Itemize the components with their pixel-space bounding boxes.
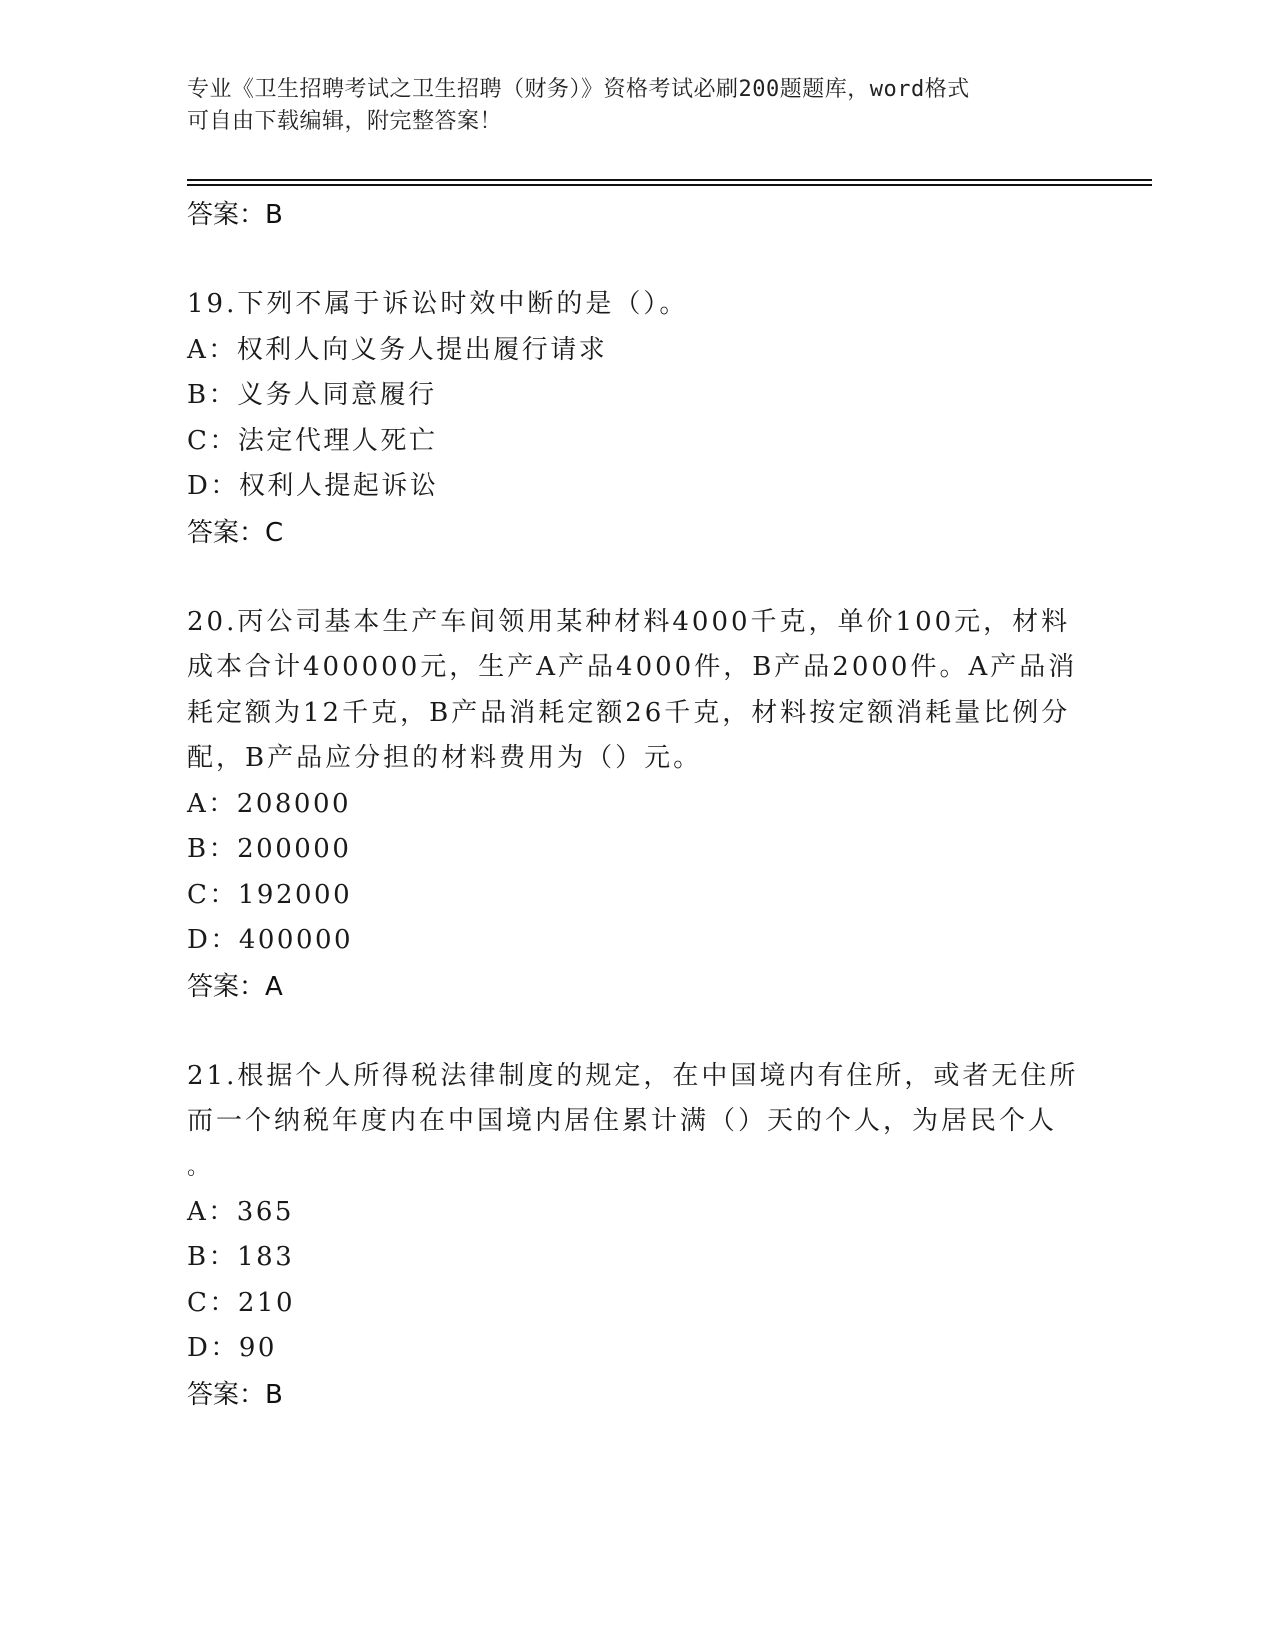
option-b: B：200000 <box>187 834 352 864</box>
question-stem-line-4: 配，B产品应分担的材料费用为（）元。 <box>187 743 703 773</box>
option-b: B：183 <box>187 1242 295 1272</box>
option-a: A：权利人向义务人提出履行请求 <box>187 334 608 365</box>
question-stem-tail: 。 <box>187 1154 210 1180</box>
question-20 <box>187 600 1137 1010</box>
question-stem-line-1: 根据个人所得税法律制度的规定，在中国境内有住所，或者无住所 <box>237 1060 1079 1091</box>
question-number: 21. <box>187 1060 238 1091</box>
question-text <box>187 600 1137 646</box>
answer: 答案：A <box>187 971 283 1002</box>
document-header <box>187 74 1087 138</box>
question-stem-line-2: 而一个纳税年度内在中国境内居住累计满（）天的个人，为居民个人 <box>187 1106 1058 1136</box>
question-text <box>187 1054 1137 1100</box>
option-c: C：法定代理人死亡 <box>187 425 438 456</box>
option-d: D：400000 <box>187 925 354 955</box>
option-d: D：90 <box>187 1333 277 1363</box>
option-d: D：权利人提起诉讼 <box>187 471 439 501</box>
answer-previous-question: 答案：B <box>187 200 283 230</box>
question-stem: 下列不属于诉讼时效中断的是（）。 <box>237 289 689 319</box>
option-c: C：210 <box>187 1287 296 1318</box>
option-b: B：义务人同意履行 <box>187 380 437 410</box>
option-c: C：192000 <box>187 879 353 910</box>
answer: 答案：B <box>187 1379 283 1410</box>
question-number: 20. <box>187 606 238 637</box>
header-divider-double <box>187 184 1152 186</box>
answer: 答案：C <box>187 517 284 548</box>
question-19 <box>187 282 1137 556</box>
question-stem-line-2: 成本合计400000元，生产A产品4000件，B产品2000件。A产品消 <box>187 652 1078 682</box>
header-divider <box>187 179 1152 181</box>
option-a: A：208000 <box>187 788 352 819</box>
document-body <box>187 192 1137 1462</box>
option-a: A：365 <box>187 1196 294 1227</box>
header-line-1: 专业《卫生招聘考试之卫生招聘（财务）》资格考试必刷200题题库，word格式 <box>187 77 970 102</box>
question-21 <box>187 1054 1137 1418</box>
question-stem-line-3: 耗定额为12千克，B产品消耗定额26千克，材料按定额消耗量比例分 <box>187 697 1071 728</box>
question-text <box>187 282 1137 328</box>
header-line-2: 可自由下载编辑，附完整答案！ <box>187 109 503 134</box>
question-number: 19. <box>187 289 238 319</box>
question-stem-line-1: 丙公司基本生产车间领用某种材料4000千克，单价100元，材料 <box>237 606 1071 637</box>
